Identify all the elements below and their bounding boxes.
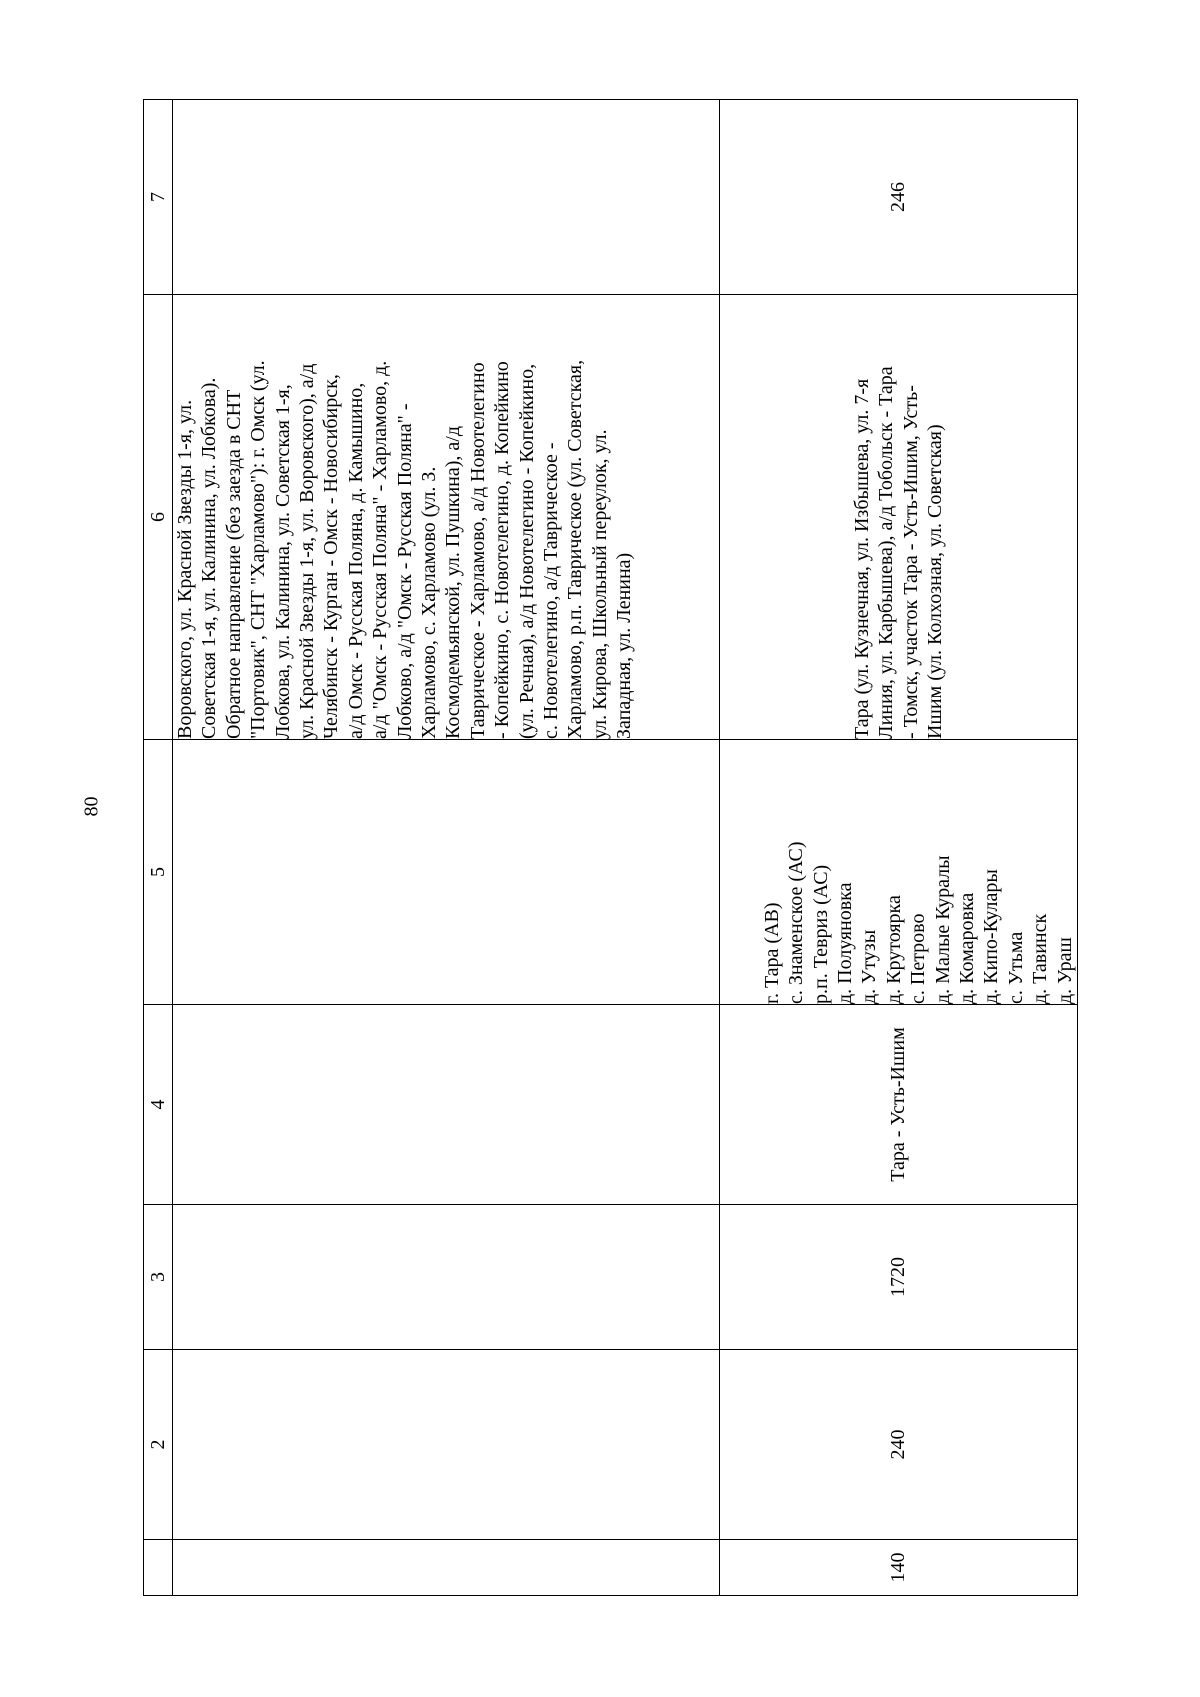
cell-empty-7 xyxy=(173,100,720,295)
header-cell-7: 7 xyxy=(144,100,173,295)
column-3-cell: 1720 xyxy=(720,1205,1078,1350)
cell-empty-1 xyxy=(173,1540,720,1596)
header-cell-6: 6 xyxy=(144,295,173,740)
page-number: 80 xyxy=(80,796,103,817)
cell-empty-4 xyxy=(173,1005,720,1205)
header-cell-1 xyxy=(144,1540,173,1596)
header-cell-5: 5 xyxy=(144,740,173,1005)
table-row-continued xyxy=(173,100,720,1596)
column-2-cell: 240 xyxy=(720,1350,1078,1540)
stops-list-cell: г. Тара (АВ) с. Знаменское (АС) р.п. Тевриз (АС) д. Полуяновка д. Утузы д. Крутоярка с. Петрово д. Малые Куралы д. Комаровка д. Кипо-Кулары с. Утьма д. Тавинск д. Ураш xyxy=(720,740,1078,1005)
route-number-cell: 140 xyxy=(720,1540,1078,1596)
cell-empty-5 xyxy=(173,740,720,1005)
continued-streets-cell: Воровского, ул. Красной Звезды 1-я, ул. Советская 1-я, ул. Калинина, ул. Лобкова). Обратное направление (без заезда в СНТ "Портовик", СНТ "Харламово"): г. Омск (ул. Лобкова, ул. Калинина, ул. Советская 1-я, ул. Красной Звезды 1-я, ул. Воровского), а/д Челябинск - Курган - Омск - Новосибирск, а/д Омск - Русская Поляна, д. Камышино, а/д "Омск - Русская Поляна" - Харламово, д. Лобково, а/д "Омск - Русская Поляна" - Харламово, с. Харламово (ул. З. Космодемьянской, ул. Пушкина), а/д Таврическое - Харламово, а/д Новотелегино - Копейкино, с. Новотелегино, д. Копейкино (ул. Речная), а/д Новотелегино - Копейкино, с. Новотелегино, а/д Таврическое - Харламово, р.п. Таврическое (ул. Советская, ул. Кирова, Школьный переулок, ул. Западная, ул. Ленина) xyxy=(173,295,720,740)
header-cell-2: 2 xyxy=(144,1350,173,1540)
cell-empty-3 xyxy=(173,1205,720,1350)
header-cell-4: 4 xyxy=(144,1005,173,1205)
header-cell-3: 3 xyxy=(144,1205,173,1350)
cell-empty-2 xyxy=(173,1350,720,1540)
route-name-cell: Тара - Усть-Ишим xyxy=(720,1005,1078,1205)
rotated-table-area xyxy=(143,100,1078,1596)
column-7-cell: 246 xyxy=(720,100,1078,295)
route-table xyxy=(143,99,1078,1596)
table-header-row xyxy=(144,100,173,1596)
rotated-table-wrapper xyxy=(143,100,1078,1596)
streets-cell: Тара (ул. Кузнечная, ул. Избышева, ул. 7-я Линия, ул. Карбышева), а/д Тобольск - Тара - Томск, участок Тара - Усть-Ишим, Усть- Ишим (ул. Колхозная, ул. Советская) xyxy=(720,295,1078,740)
table-row-140 xyxy=(720,100,1078,1596)
